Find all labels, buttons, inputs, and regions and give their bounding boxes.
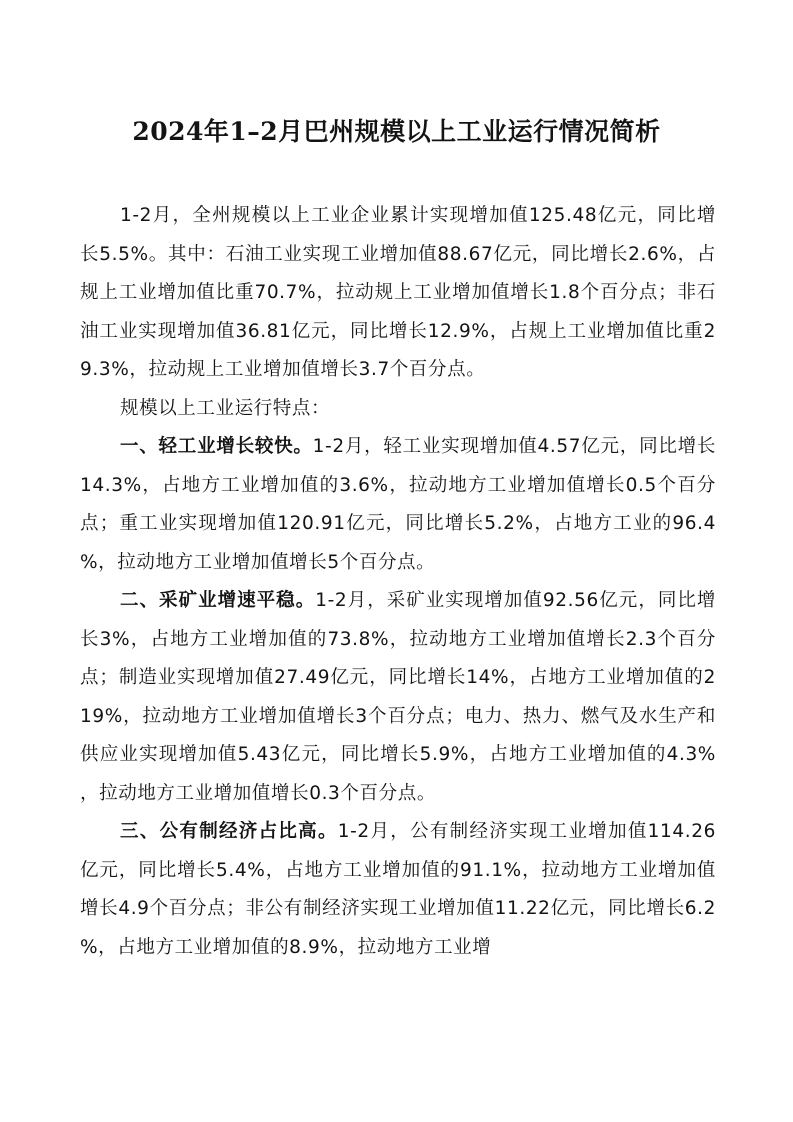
paragraph-text: 规模以上工业运行特点： (120, 397, 331, 419)
paragraph-mining (80, 582, 716, 813)
paragraph-text: 1-2月，全州规模以上工业企业累计实现增加值125.48亿元，同比增长5.5%。其中：石油工业实现工业增加值88.67亿元，同比增长2.6%，占规上工业增加值比重70.7%，拉动规上工业增加值增长1.8个百分点；非石油工业实现增加值36.81亿元，同比增长12.9%，占规上工业增加值比重29.3%，拉动规上工业增加值增长3.7个百分点。 (80, 205, 716, 380)
section-heading: 一、轻工业增长较快。 (120, 436, 313, 457)
paragraph-light-industry (80, 428, 716, 582)
document-body (80, 197, 716, 967)
paragraph-public-ownership (80, 813, 716, 967)
document-title: 2024年1–2月巴州规模以上工业运行情况简析 (132, 117, 661, 146)
section-heading: 二、采矿业增速平稳。 (120, 590, 316, 611)
paragraph-text: 1-2月，轻工业实现增加值4.57亿元，同比增长14.3%，占地方工业增加值的3.6%，拉动地方工业增加值增长0.5个百分点；重工业实现增加值120.91亿元，同比增长5.2%，占地方工业的96.4%，拉动地方工业增加值增长5个百分点。 (80, 436, 716, 573)
paragraph-text: 1-2月，公有制经济实现工业增加值114.26亿元，同比增长5.4%，占地方工业增加值的91.1%，拉动地方工业增加值增长4.9个百分点；非公有制经济实现工业增加值11.22亿元，同比增长6.2%，占地方工业增加值的8.9%，拉动地方工业增 (80, 821, 716, 958)
section-heading: 三、公有制经济占比高。 (120, 821, 338, 842)
paragraph-text: 1-2月，采矿业实现增加值92.56亿元，同比增长3%，占地方工业增加值的73.8%，拉动地方工业增加值增长2.3个百分点；制造业实现增加值27.49亿元，同比增长14%，占地方工业增加值的219%，拉动地方工业增加值增长3个百分点；电力、热力、燃气及水生产和供应业实现增加值5.43亿元，同比增长5.9%，占地方工业增加值的4.3%，拉动地方工业增加值增长0.3个百分点。 (80, 590, 716, 804)
paragraph-summary (80, 197, 716, 390)
paragraph-features-intro (80, 390, 716, 429)
